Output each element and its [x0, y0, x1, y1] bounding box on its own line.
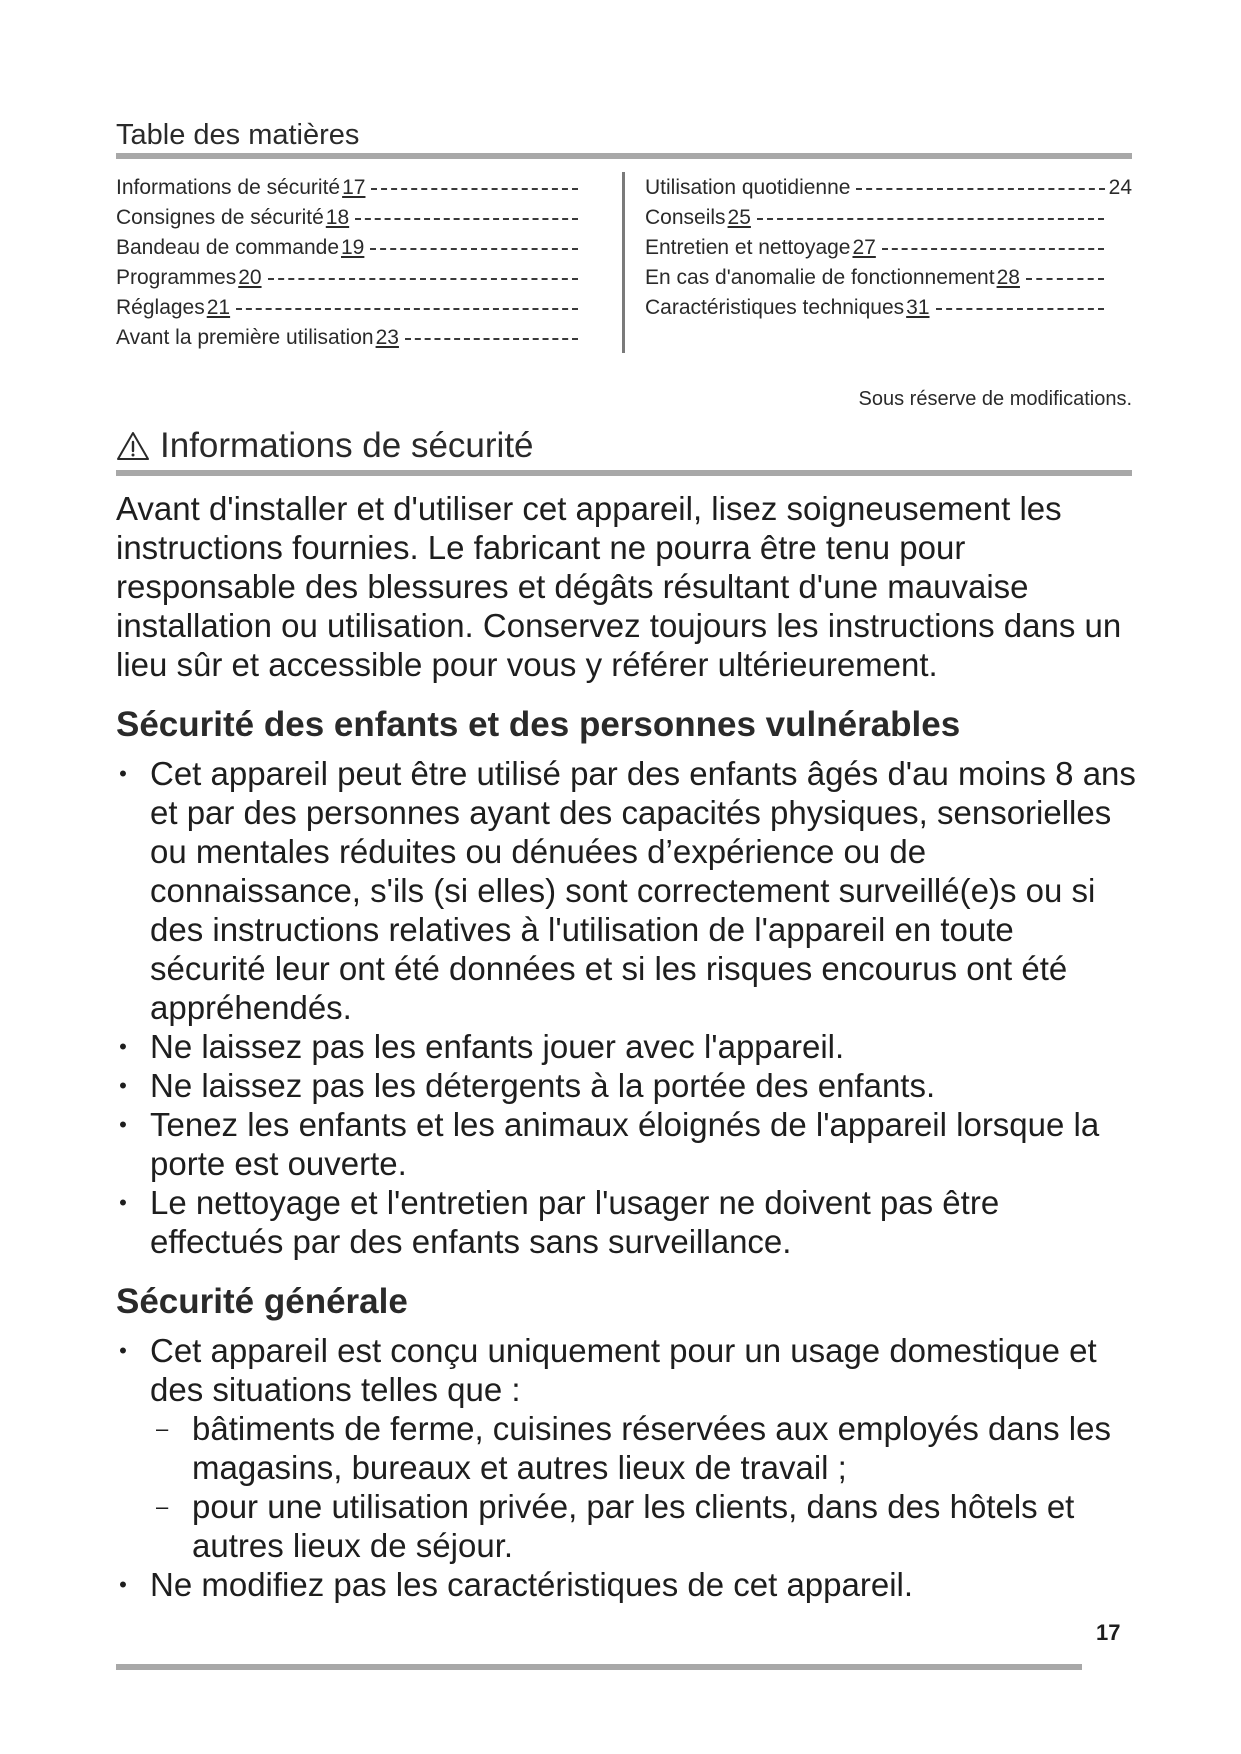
general-safety-list-cont [116, 1565, 1136, 1604]
list-item-text: Ne laissez pas les enfants jouer avec l'appareil. [150, 1028, 845, 1065]
toc-leader [882, 248, 1104, 250]
bullet-icon: • [119, 1572, 127, 1597]
sub-list-item-text: bâtiments de ferme, cuisines réservées aux employés dans les magasins, bureaux et autres lieux de travail ; [192, 1410, 1111, 1486]
section-heading [116, 425, 534, 467]
toc-entry[interactable] [645, 203, 1132, 233]
list-item-text: Ne modifiez pas les caractéristiques de cet appareil. [150, 1566, 914, 1603]
toc-entry-page: 28 [996, 266, 1020, 289]
toc-entry[interactable] [645, 233, 1132, 263]
list-item [116, 754, 1136, 1027]
toc-title-rule [116, 153, 1132, 159]
list-item-text: Tenez les enfants et les animaux éloignés de l'appareil lorsque la porte est ouverte. [150, 1106, 1100, 1182]
warning-triangle-icon [116, 431, 150, 461]
toc-entry-page: 31 [906, 296, 930, 319]
toc-entry-page: 25 [727, 206, 751, 229]
toc-entry-label: Entretien et nettoyage [645, 236, 851, 259]
modification-note: Sous réserve de modifications. [858, 388, 1132, 410]
toc-entry-label: Avant la première utilisation [116, 326, 374, 349]
toc-leader [757, 218, 1104, 220]
toc-entry-page: 23 [375, 326, 399, 349]
toc-entry-page: 18 [325, 206, 350, 229]
toc-entry-page: 19 [341, 236, 365, 259]
toc-leader [370, 248, 578, 250]
list-item-text: Ne laissez pas les détergents à la portée des enfants. [150, 1067, 936, 1104]
section-title: Informations de sécurité [160, 426, 534, 465]
toc-leader [355, 218, 578, 220]
toc-entry-label: Conseils [645, 206, 726, 229]
list-item [116, 1183, 1136, 1261]
intro-paragraph: Avant d'installer et d'utiliser cet appareil, lisez soigneusement les instructions fournies. Le fabricant ne pourra être tenu pour responsable des blessures et dégâts résultant d'une mauvaise installation ou utilisation. Conservez toujours les instructions dans un lieu sûr et accessible pour vous y référer ultérieurement. [116, 490, 1122, 683]
footer-rule [116, 1664, 1082, 1670]
toc-entry[interactable] [645, 263, 1132, 293]
toc-entry-label: Bandeau de commande [116, 236, 339, 259]
toc-title: Table des matières [116, 119, 360, 151]
list-item-text: Le nettoyage et l'entretien par l'usager ne doivent pas être effectués par des enfants sans surveillance. [150, 1184, 1000, 1260]
sub-list-item-text: pour une utilisation privée, par les clients, dans des hôtels et autres lieux de séjour. [192, 1488, 1075, 1564]
list-item [116, 1331, 1136, 1409]
general-safety-list [116, 1331, 1136, 1409]
toc-entry[interactable] [116, 293, 578, 323]
toc-leader [268, 278, 578, 280]
section-rule [116, 470, 1132, 476]
dash-icon: – [156, 1494, 169, 1519]
toc-entry-page: 17 [342, 176, 366, 199]
toc-leader [236, 308, 578, 310]
toc-leader [405, 338, 578, 340]
toc-entry-label: En cas d'anomalie de fonctionnement [645, 266, 995, 289]
toc-entry[interactable] [116, 203, 578, 233]
toc-entry[interactable] [116, 233, 578, 263]
bullet-icon: • [119, 1034, 127, 1059]
bullet-icon: • [119, 1112, 127, 1137]
toc-entry-label: Programmes [116, 266, 237, 289]
toc-entry-label: Informations de sécurité [116, 176, 341, 199]
bullet-icon: • [119, 1190, 127, 1215]
toc-entry[interactable] [116, 173, 578, 203]
general-safety-heading: Sécurité générale [116, 1282, 408, 1321]
bullet-icon: • [119, 1338, 127, 1363]
toc-leader [1026, 278, 1104, 280]
toc-entry[interactable] [645, 293, 1132, 323]
list-item-text: Cet appareil est conçu uniquement pour un usage domestique et des situations telles que : [150, 1332, 1097, 1408]
toc-entry-page: 20 [238, 266, 262, 289]
list-item [116, 1105, 1136, 1183]
toc-entry-label: Consignes de sécurité [116, 206, 324, 229]
list-item [116, 1565, 1136, 1604]
toc-entry-label: Réglages [116, 296, 205, 319]
toc-entry[interactable] [645, 173, 1132, 203]
toc-entry[interactable] [116, 263, 578, 293]
general-safety-sublist [116, 1409, 1136, 1565]
children-safety-list [116, 754, 1136, 1261]
dash-icon: – [156, 1416, 169, 1441]
toc-entry[interactable] [116, 323, 578, 353]
toc-entry-page: 21 [206, 296, 231, 319]
bullet-icon: • [119, 1073, 127, 1098]
safety-content [116, 489, 1136, 1604]
toc-left-column [116, 173, 578, 353]
page-number: 17 [1096, 1620, 1121, 1645]
sub-list-item [116, 1409, 1136, 1487]
toc-column-divider [622, 172, 625, 353]
toc-leader [856, 188, 1104, 190]
toc-entry-page: 27 [852, 236, 876, 259]
list-item [116, 1027, 1136, 1066]
toc-right-column [645, 173, 1132, 323]
list-item-text: Cet appareil peut être utilisé par des enfants âgés d'au moins 8 ans et par des personnes ayant des capacités physiques, sensorielles ou mentales réduites ou dénuées d’expérience ou de connaissance, s'ils (si elles) sont correctement surveillé(e)s ou si des instructions relatives à l'utilisation de l'appareil en toute sécurité leur ont été données et si les risques encourus ont été appréhendés. [150, 755, 1136, 1026]
sub-list-item [116, 1487, 1136, 1565]
toc-entry-label: Utilisation quotidienne [645, 176, 851, 199]
list-item [116, 1066, 1136, 1105]
toc-entry-page: 24 [1108, 176, 1132, 199]
toc-leader [936, 308, 1105, 310]
bullet-icon: • [119, 761, 127, 786]
children-safety-heading: Sécurité des enfants et des personnes vulnérables [116, 705, 961, 744]
toc-leader [371, 188, 578, 190]
toc-entry-label: Caractéristiques techniques [645, 296, 905, 319]
